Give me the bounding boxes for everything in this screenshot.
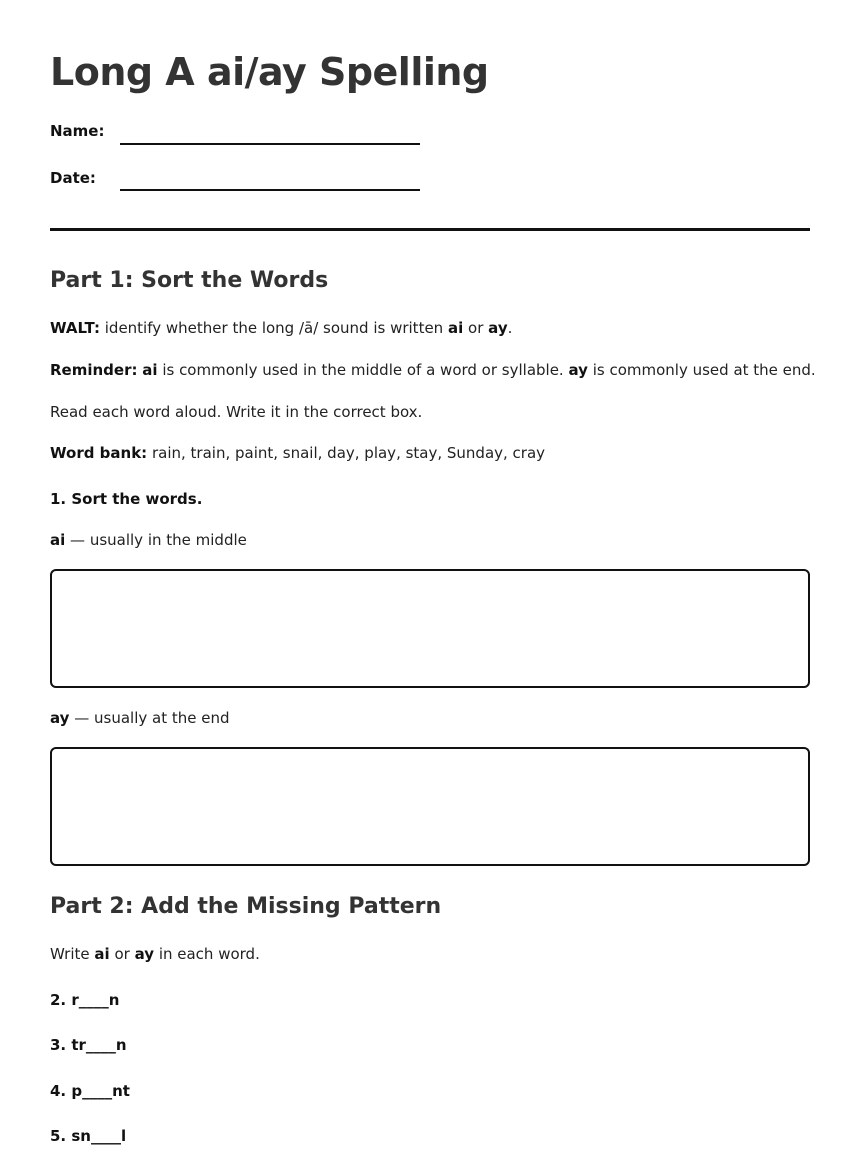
- ai-box-caption: [50, 531, 247, 549]
- ai-desc: — usually in the middle: [70, 531, 247, 549]
- part2-instr-a: Write: [50, 945, 90, 963]
- reminder-text-a: is commonly used in the middle of a word or syllable.: [162, 361, 564, 379]
- question-2[interactable]: 2. r____n: [50, 991, 120, 1009]
- ay-answer-box[interactable]: [50, 747, 810, 866]
- walt-end: .: [507, 319, 513, 337]
- reminder-ai: ai: [142, 361, 158, 379]
- name-line[interactable]: [120, 143, 420, 145]
- part2-instr-ay: ay: [134, 945, 155, 963]
- header-divider: [50, 228, 810, 231]
- wordbank-line: [50, 444, 545, 462]
- part2-instr-ai: ai: [94, 945, 110, 963]
- instruction-line: Read each word aloud. Write it in the correct box.: [50, 403, 423, 421]
- question-1: 1. Sort the words.: [50, 490, 203, 508]
- ay-label: ay: [50, 709, 70, 727]
- name-label: Name:: [50, 122, 105, 140]
- walt-text: identify whether the long /ā/ sound is written: [104, 319, 444, 337]
- part2-instruction: [50, 945, 260, 963]
- question-4[interactable]: 4. p____nt: [50, 1082, 130, 1100]
- question-5[interactable]: 5. sn____l: [50, 1127, 127, 1145]
- ai-answer-box[interactable]: [50, 569, 810, 688]
- page-title: Long A ai/ay Spelling: [50, 50, 489, 94]
- part2-instr-or: or: [114, 945, 130, 963]
- wordbank-label: Word bank:: [50, 444, 148, 462]
- date-label: Date:: [50, 169, 96, 187]
- part2-instr-b: in each word.: [158, 945, 260, 963]
- part1-heading: Part 1: Sort the Words: [50, 268, 329, 293]
- ai-label: ai: [50, 531, 66, 549]
- wordbank-words: rain, train, paint, snail, day, play, stay, Sunday, cray: [151, 444, 546, 462]
- reminder-ay: ay: [568, 361, 588, 379]
- walt-label: WALT:: [50, 319, 100, 337]
- walt-line: [50, 319, 512, 337]
- question-3[interactable]: 3. tr____n: [50, 1036, 127, 1054]
- date-line[interactable]: [120, 189, 420, 191]
- reminder-text-b: is commonly used at the end.: [592, 361, 816, 379]
- ay-desc: — usually at the end: [74, 709, 230, 727]
- walt-ai: ai: [447, 319, 464, 337]
- walt-or: or: [468, 319, 484, 337]
- ay-box-caption: [50, 709, 230, 727]
- walt-ay: ay: [488, 319, 508, 337]
- reminder-line: [50, 361, 816, 379]
- part2-heading: Part 2: Add the Missing Pattern: [50, 894, 442, 919]
- reminder-label: Reminder:: [50, 361, 138, 379]
